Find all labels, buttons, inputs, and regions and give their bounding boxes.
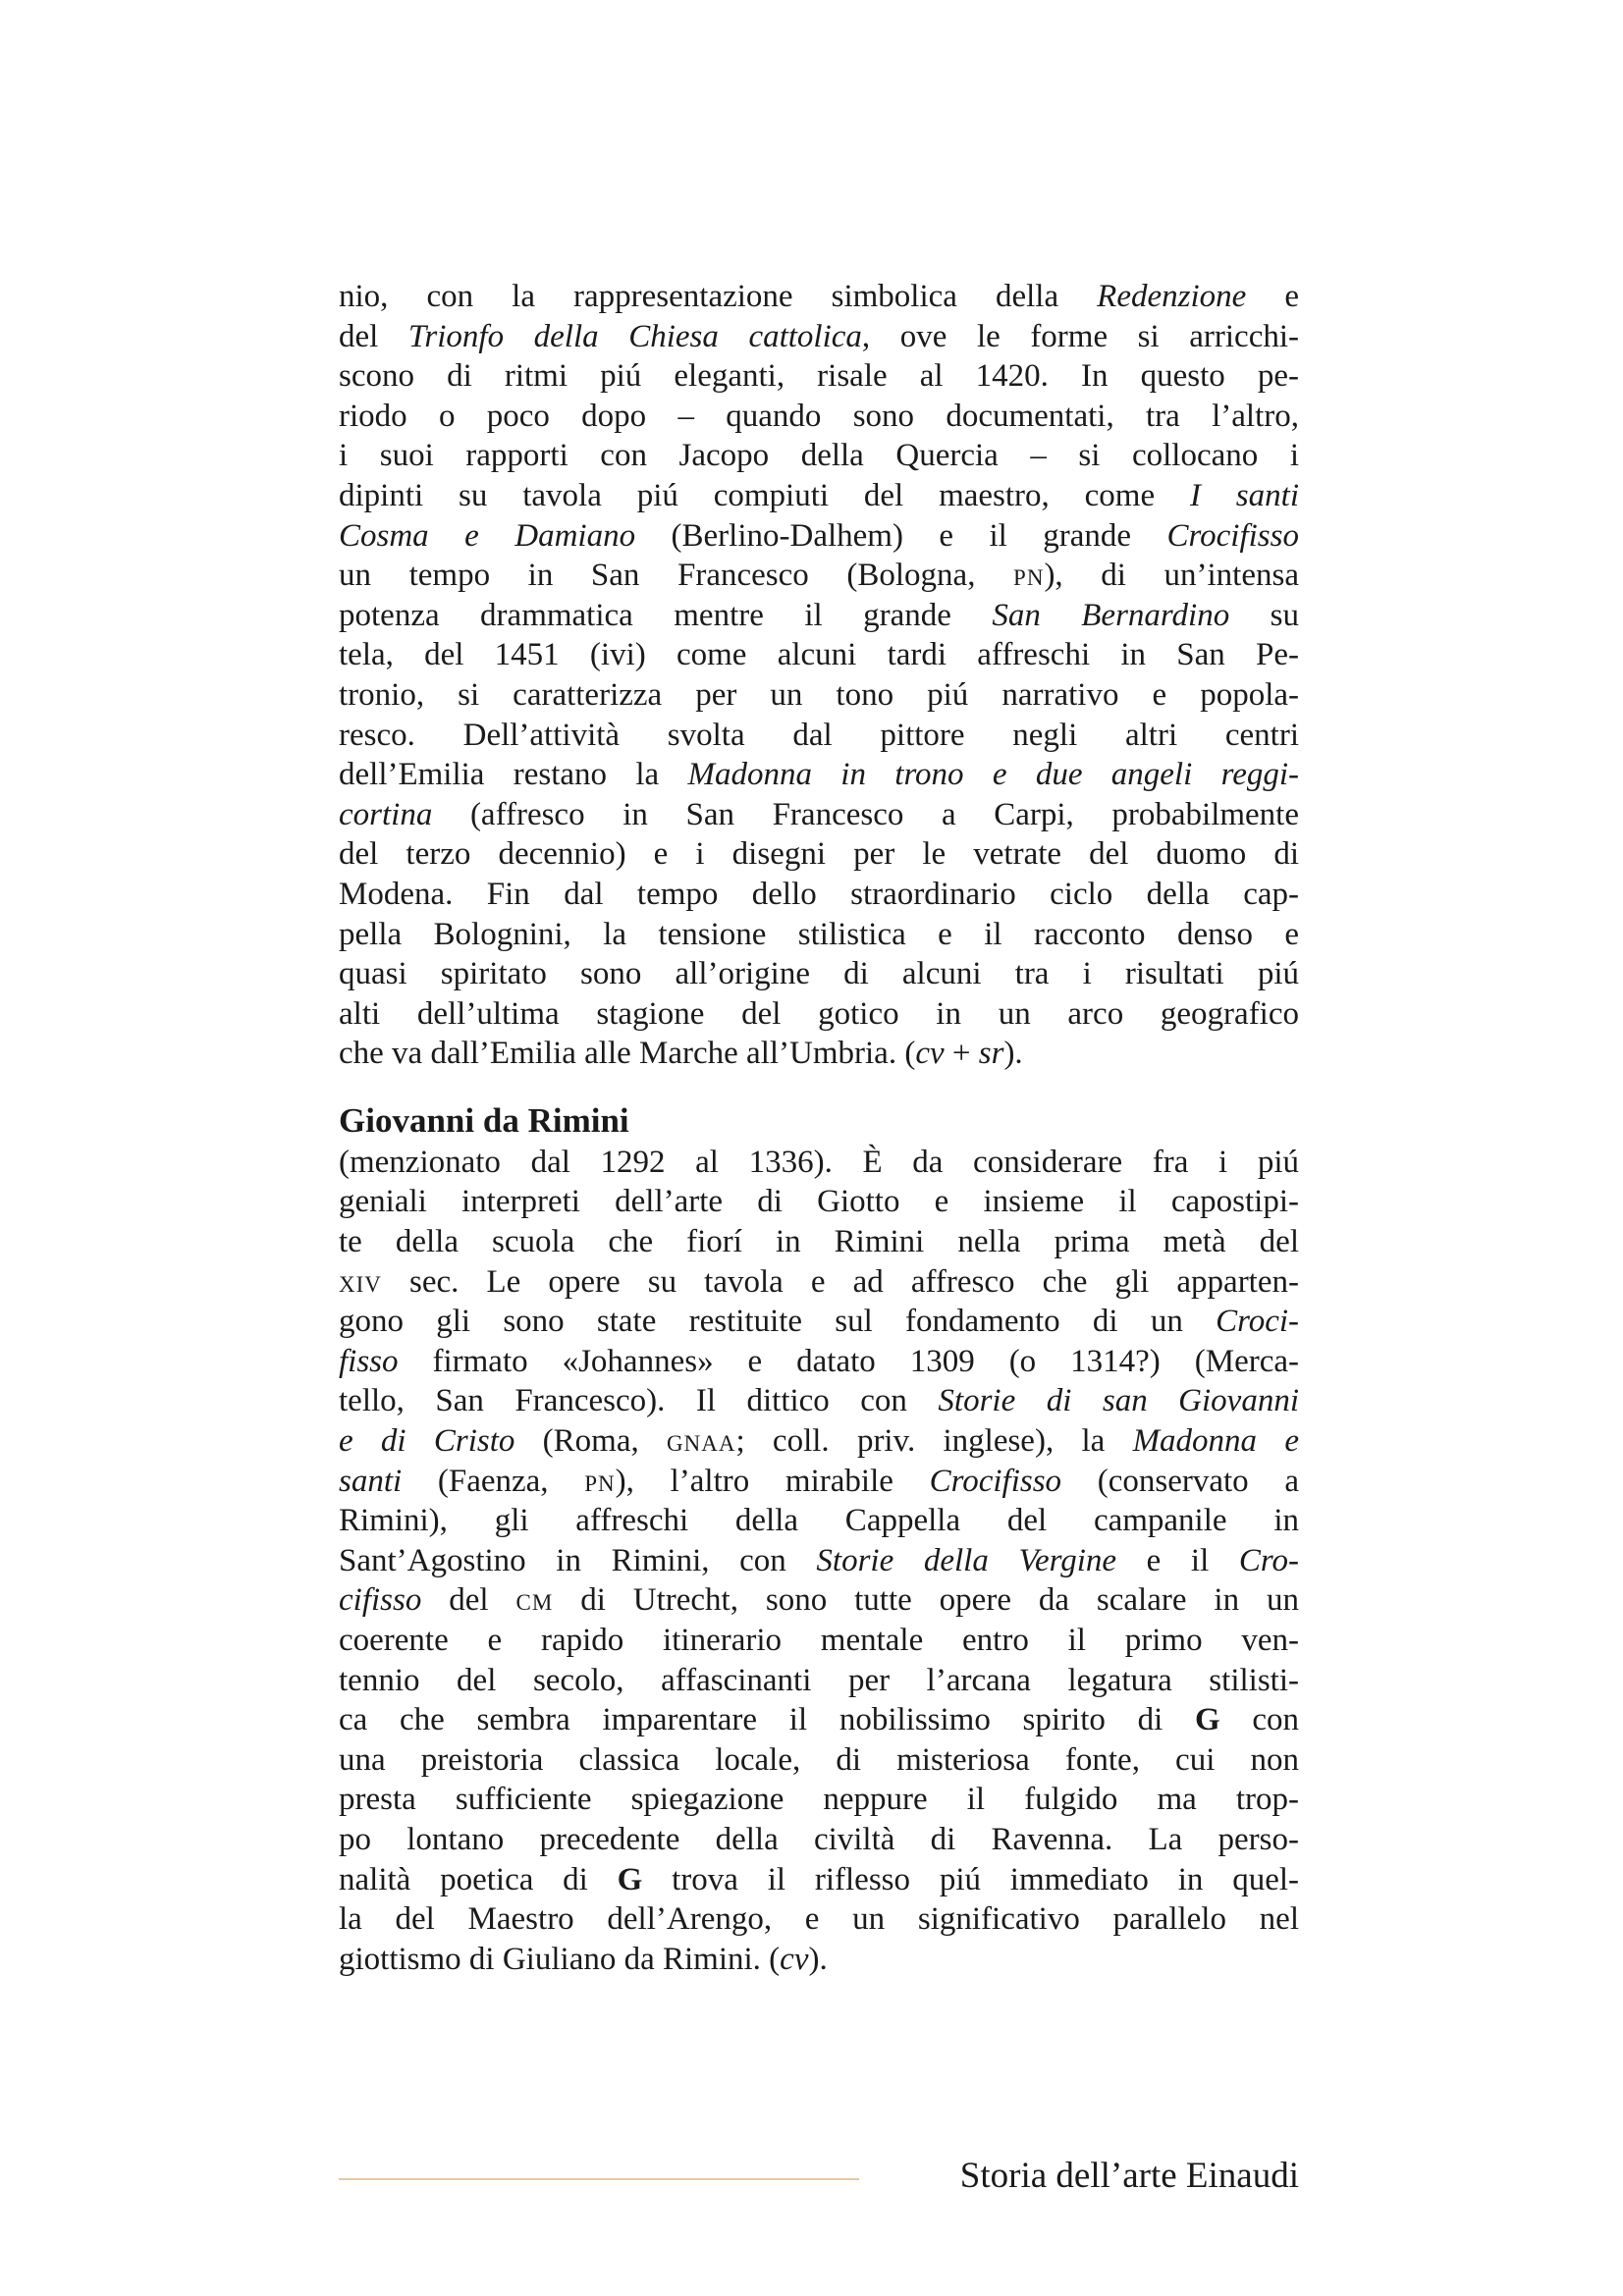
entry-paragraph-continued <box>339 277 1299 1074</box>
text-run: trova il riflesso piú immediato in quel- <box>642 1861 1299 1897</box>
text-line <box>339 277 1299 317</box>
text-line <box>339 1222 1299 1262</box>
footer-divider <box>339 2178 859 2180</box>
text-run: una preistoria classica locale, di misteriosa fonte, cui non <box>339 1741 1299 1778</box>
text-line <box>339 397 1299 437</box>
text-line <box>339 1940 1299 1980</box>
text-line <box>339 1182 1299 1222</box>
text-run: G <box>1194 1702 1220 1738</box>
text-line <box>339 356 1299 397</box>
text-run: ). <box>808 1941 828 1977</box>
text-line <box>339 716 1299 756</box>
text-line <box>339 516 1299 557</box>
text-run: ), l’altro mirabile <box>615 1463 930 1499</box>
text-run: Storie di san Giovanni <box>938 1383 1299 1419</box>
text-run: dell’Emilia restano la <box>339 757 688 793</box>
text-line <box>339 915 1299 955</box>
text-run: i suoi rapporti con Jacopo della Quercia – si collocano i <box>339 438 1299 474</box>
text-run: cifisso <box>339 1582 422 1619</box>
text-run: cv <box>915 1036 945 1072</box>
text-run: te della scuola che fiorí in Rimini nella prima metà del <box>339 1224 1299 1260</box>
text-line <box>339 1700 1299 1740</box>
text-run: del terzo decennio) e i disegni per le vetrate del duomo di <box>339 836 1299 873</box>
text-run: Rimini), gli affreschi della Cappella del campanile in <box>339 1503 1299 1539</box>
text-run: nio, con la rappresentazione simbolica della <box>339 279 1098 314</box>
text-run: ; coll. priv. inglese), la <box>735 1423 1133 1460</box>
text-run: firmato «Johannes» e datato 1309 (o 1314?) (Merca- <box>398 1343 1299 1379</box>
text-run: + <box>944 1036 979 1072</box>
text-line <box>339 556 1299 596</box>
text-run: ca che sembra imparentare il nobilissimo spirito di <box>339 1702 1195 1738</box>
text-run: e il <box>1116 1542 1239 1578</box>
text-run: Madonna e <box>1132 1423 1299 1460</box>
text-line <box>339 1780 1299 1820</box>
text-run: G <box>617 1861 643 1897</box>
text-run: di Utrecht, sono tutte opere da scalare in un <box>553 1582 1299 1619</box>
text-run: la del Maestro dell’Arengo, e un significativo parallelo nel <box>339 1901 1299 1938</box>
text-run: , ove le forme si arricchi- <box>861 318 1299 354</box>
text-run: dipinti su tavola piú compiuti del maestro, come <box>339 477 1190 513</box>
text-run: con <box>1219 1702 1299 1738</box>
text-run: (menzionato dal 1292 al 1336). È da considerare fra i piú <box>339 1144 1299 1180</box>
text-run: pn <box>1013 558 1045 594</box>
text-run: xiv <box>339 1263 382 1300</box>
text-run: tela, del 1451 (ivi) come alcuni tardi affreschi in San Pe- <box>339 637 1299 673</box>
text-line <box>339 675 1299 716</box>
text-run: potenza drammatica mentre il grande <box>339 597 993 633</box>
text-run: scono di ritmi piú eleganti, risale al 1420. In questo pe- <box>339 358 1299 395</box>
text-run: (Faenza, <box>402 1463 585 1499</box>
text-line <box>339 1501 1299 1541</box>
text-run: Redenzione <box>1097 279 1247 314</box>
text-run: gnaa <box>667 1423 736 1460</box>
text-line <box>339 954 1299 994</box>
text-line <box>339 596 1299 636</box>
text-run: San Bernardino <box>992 597 1230 633</box>
text-line <box>339 317 1299 357</box>
text-line <box>339 1740 1299 1781</box>
text-run: presta sufficiente spiegazione neppure il fulgido ma trop- <box>339 1782 1299 1818</box>
text-run: che va dall’Emilia alle Marche all’Umbria. ( <box>339 1036 916 1072</box>
text-run: nalità poetica di <box>339 1861 618 1897</box>
text-run: sr <box>978 1036 1004 1072</box>
text-run: Madonna in trono e due angeli reggi- <box>687 757 1299 793</box>
text-line <box>339 436 1299 476</box>
entry-heading: Giovanni da Rimini <box>339 1100 629 1140</box>
text-line <box>339 1302 1299 1342</box>
text-run: quasi spiritato sono all’origine di alcuni tra i risultati piú <box>339 956 1299 992</box>
text-run: (Roma, <box>514 1423 668 1460</box>
page-footer <box>339 2155 1299 2204</box>
text-line <box>339 1580 1299 1621</box>
text-run: e di Cristo <box>339 1423 515 1460</box>
text-run: santi <box>339 1463 403 1499</box>
text-run: e <box>1246 279 1299 314</box>
text-run: fisso <box>339 1343 399 1379</box>
text-line <box>339 476 1299 516</box>
text-line <box>339 1381 1299 1421</box>
text-line <box>339 1143 1299 1183</box>
text-line <box>339 1661 1299 1701</box>
text-run: giottismo di Giuliano da Rimini. ( <box>339 1941 781 1977</box>
text-line <box>339 1342 1299 1382</box>
text-run: Modena. Fin dal tempo dello straordinario ciclo della cap- <box>339 876 1299 912</box>
text-run: sec. Le opere su tavola e ad affresco che gli apparten- <box>381 1263 1299 1300</box>
text-line <box>339 795 1299 835</box>
text-run: del <box>339 318 408 354</box>
text-line <box>339 1462 1299 1502</box>
text-run: alti dell’ultima stagione del gotico in un arco geografico <box>339 995 1299 1032</box>
text-line <box>339 994 1299 1035</box>
page-body <box>339 277 1299 1979</box>
text-run: ), di un’intensa <box>1044 558 1299 594</box>
text-line <box>339 1820 1299 1860</box>
text-run: (Berlino-Dalhem) e il grande <box>635 517 1167 554</box>
text-line <box>339 1860 1299 1900</box>
text-line <box>339 1899 1299 1940</box>
text-run: tello, San Francesco). Il dittico con <box>339 1383 939 1419</box>
text-run: I santi <box>1189 477 1299 513</box>
text-run: Croci- <box>1216 1304 1299 1340</box>
text-run: pn <box>584 1463 616 1499</box>
text-run: tennio del secolo, affascinanti per l’arcana legatura stilisti- <box>339 1662 1299 1698</box>
text-run: pella Bolognini, la tensione stilistica e il racconto denso e <box>339 916 1299 952</box>
footer-series-title: Storia dell’arte Einaudi <box>959 2156 1299 2196</box>
text-line <box>339 1262 1299 1303</box>
text-line <box>339 834 1299 875</box>
text-line <box>339 1621 1299 1661</box>
text-line <box>339 1421 1299 1462</box>
text-run: Cosma e Damiano <box>339 517 636 554</box>
text-run: geniali interpreti dell’arte di Giotto e insieme il capostipi- <box>339 1184 1299 1220</box>
entry-paragraph-giovanni-da-rimini <box>339 1143 1299 1979</box>
text-run: Storie della Vergine <box>816 1542 1117 1578</box>
text-run: cv <box>780 1941 809 1977</box>
text-run: ). <box>1003 1036 1023 1072</box>
text-run: cm <box>515 1582 554 1619</box>
text-line <box>339 875 1299 915</box>
text-run: un tempo in San Francesco (Bologna, <box>339 558 1014 594</box>
text-run: Crocifisso <box>929 1463 1062 1499</box>
text-run: Sant’Agostino in Rimini, con <box>339 1542 817 1578</box>
text-run: su <box>1229 597 1300 633</box>
text-run: Trionfo della Chiesa cattolica <box>407 318 862 354</box>
text-run: resco. Dell’attività svolta dal pittore negli altri centri <box>339 717 1299 753</box>
text-line <box>339 1034 1299 1074</box>
text-run: Cro- <box>1238 1542 1300 1578</box>
text-run: tronio, si caratterizza per un tono piú narrativo e popola- <box>339 676 1299 713</box>
text-run: coerente e rapido itinerario mentale entro il primo ven- <box>339 1623 1299 1658</box>
text-run: po lontano precedente della civiltà di Ravenna. La perso- <box>339 1821 1299 1857</box>
text-line <box>339 1541 1299 1581</box>
text-run: (conservato a <box>1061 1463 1300 1499</box>
text-run: cortina <box>339 796 433 832</box>
text-run: del <box>421 1582 516 1619</box>
text-run: gono gli sono state restituite sul fondamento di un <box>339 1304 1217 1340</box>
text-line <box>339 635 1299 675</box>
text-run: (affresco in San Francesco a Carpi, probabilmente <box>432 796 1299 832</box>
text-line <box>339 755 1299 795</box>
text-run: Crocifisso <box>1166 517 1299 554</box>
text-run: riodo o poco dopo – quando sono documentati, tra l’altro, <box>339 398 1299 434</box>
